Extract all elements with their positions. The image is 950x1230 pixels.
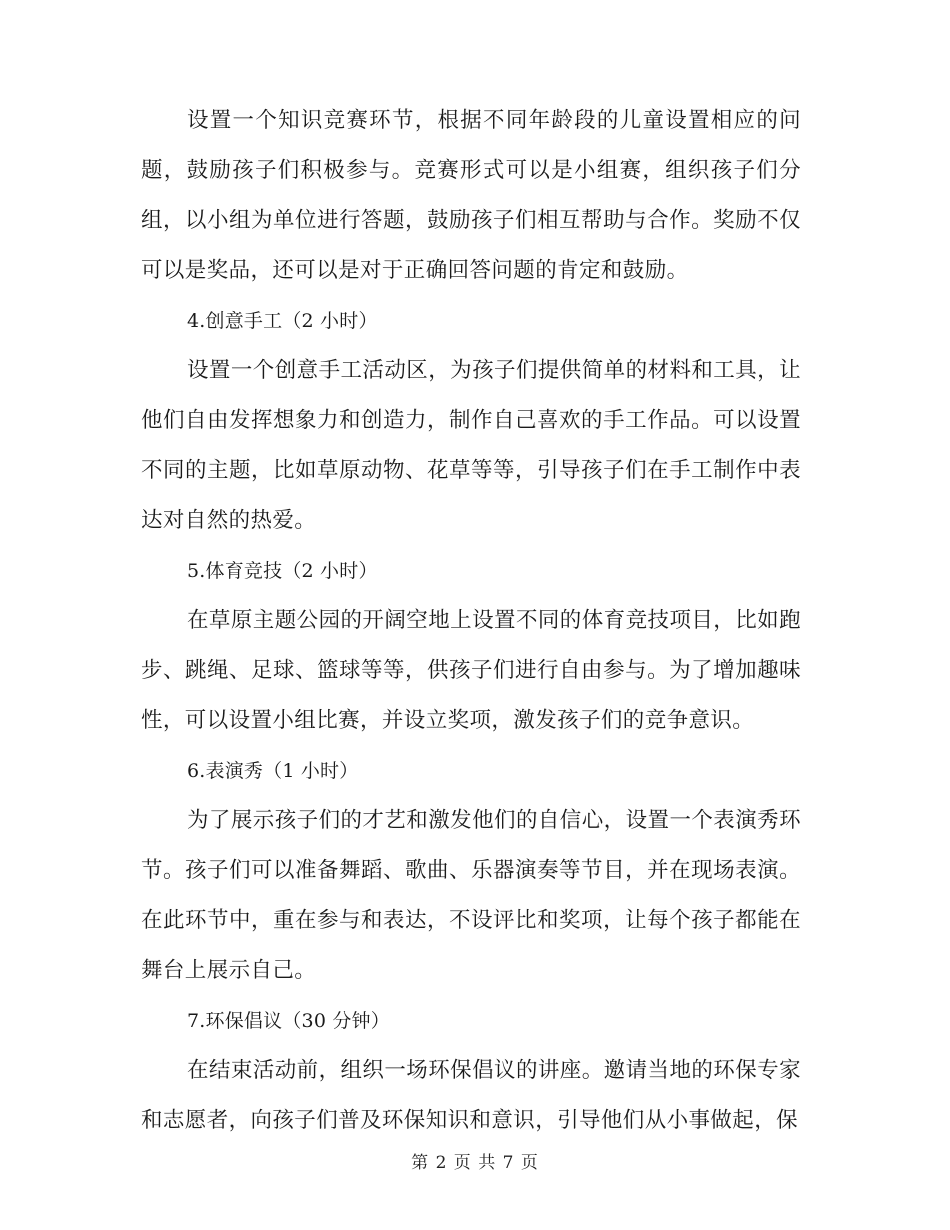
section-heading-creative-craft: 4.创意手工（2 小时） <box>187 310 378 332</box>
section-heading-eco-initiative: 7.环保倡议（30 分钟） <box>187 1010 390 1032</box>
paragraph-sports: 在草原主题公园的开阔空地上设置不同的体育竞技项目，比如跑步、跳绳、足球、篮球等等，供孩子们进行自由参与。为了增加趣味性，可以设置小组比赛，并设立奖项，激发孩子们的竞争意识。 <box>141 608 801 733</box>
document-body <box>141 96 801 1146</box>
paragraph-talent-show: 为了展示孩子们的才艺和激发他们的自信心，设置一个表演秀环节。孩子们可以准备舞蹈、歌曲、乐器演奏等节目，并在现场表演。在此环节中，重在参与和表达，不设评比和奖项，让每个孩子都能在舞台上展示自己。 <box>141 808 801 983</box>
paragraph-knowledge-contest: 设置一个知识竞赛环节，根据不同年龄段的儿童设置相应的问题，鼓励孩子们积极参与。竞赛形式可以是小组赛，组织孩子们分组，以小组为单位进行答题，鼓励孩子们相互帮助与合作。奖励不仅可以是奖品，还可以是对于正确回答问题的肯定和鼓励。 <box>141 108 801 283</box>
section-heading-sports: 5.体育竞技（2 小时） <box>187 560 378 582</box>
paragraph-creative-craft: 设置一个创意手工活动区，为孩子们提供简单的材料和工具，让他们自由发挥想象力和创造力，制作自己喜欢的手工作品。可以设置不同的主题，比如草原动物、花草等等，引导孩子们在手工制作中表达对自然的热爱。 <box>141 358 801 533</box>
section-heading-talent-show: 6.表演秀（1 小时） <box>187 760 359 782</box>
paragraph-eco-initiative: 在结束活动前，组织一场环保倡议的讲座。邀请当地的环保专家和志愿者，向孩子们普及环保知识和意识，引导他们从小事做起，保 <box>141 1058 801 1133</box>
page-number-footer: 第 2 页 共 7 页 <box>411 1153 539 1173</box>
